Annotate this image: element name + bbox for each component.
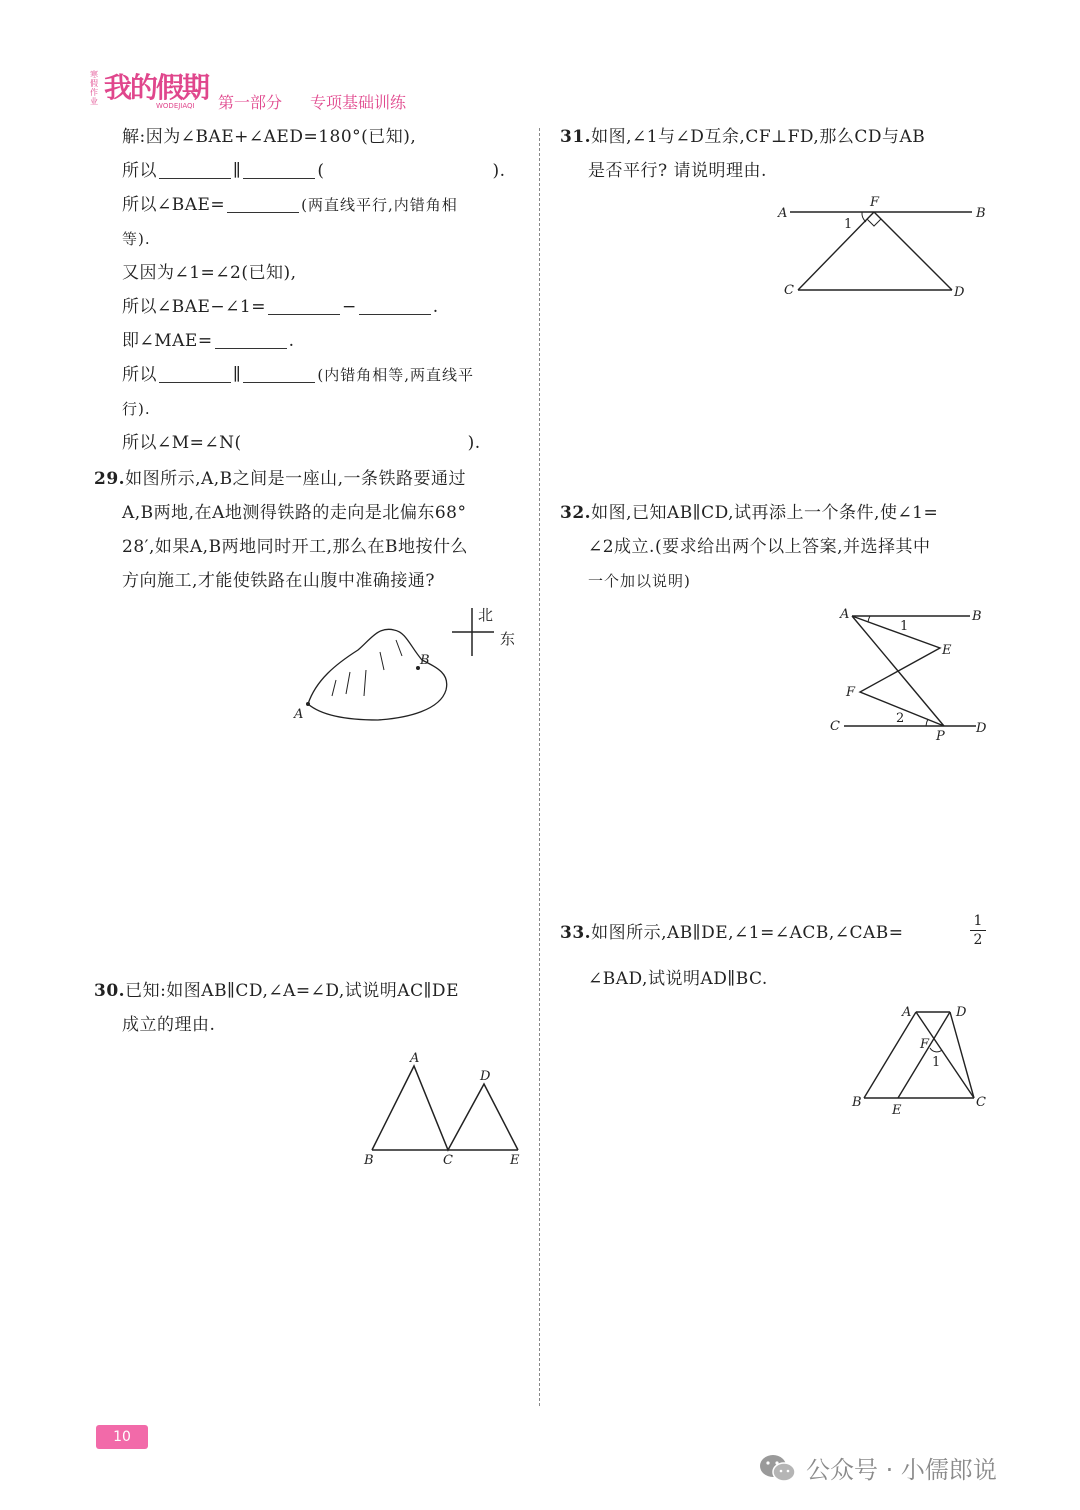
- q30-line1: 30.已知:如图AB∥CD,∠A=∠D,试说明AC∥DE: [94, 981, 459, 1001]
- label-E: E: [510, 1153, 520, 1168]
- label-C: C: [784, 283, 794, 298]
- q33-figure: [846, 1000, 990, 1120]
- label-P: P: [936, 729, 945, 744]
- page-number: 10: [96, 1425, 148, 1449]
- line-FC: [798, 212, 874, 290]
- q31-number: 31.: [560, 127, 592, 147]
- q29-number: 29.: [94, 469, 126, 489]
- q28-line1: 解:因为∠BAE+∠AED=180°(已知),: [122, 127, 417, 147]
- line-DC: [950, 1012, 974, 1098]
- answer-blank[interactable]: [268, 298, 340, 315]
- q32-number: 32.: [560, 503, 592, 523]
- q28-line7: 即∠MAE= .: [122, 331, 295, 351]
- q33-number: 33.: [560, 923, 592, 943]
- label-B: B: [364, 1153, 374, 1168]
- label-D: D: [954, 285, 965, 300]
- q29-line3: 28′,如果A,B两地同时开工,那么在B地按什么: [122, 537, 468, 557]
- right-angle-mark: [867, 219, 881, 226]
- q28-line6: 所以∠BAE−∠1= − .: [122, 297, 439, 317]
- section-title: 第一部分: [218, 93, 283, 112]
- label-C: C: [976, 1095, 986, 1110]
- q29-line4: 方向施工,才能使铁路在山腹中准确接通?: [122, 571, 436, 591]
- compass-north-label: 北: [478, 606, 494, 624]
- q31-line1: 31.如图,∠1与∠D互余,CF⊥FD,那么CD与AB: [560, 127, 926, 147]
- label-1: 1: [932, 1055, 941, 1070]
- label-B: B: [852, 1095, 862, 1110]
- label-1: 1: [900, 619, 909, 634]
- logo-text: 我的假期: [104, 71, 209, 104]
- label-D: D: [480, 1069, 491, 1084]
- logo-subtitle: WODEJIAQI: [156, 102, 195, 110]
- label-A: A: [410, 1051, 420, 1066]
- label-D: D: [956, 1005, 967, 1020]
- mountain-hatching: [332, 640, 402, 696]
- angle-1-arc: [868, 616, 870, 622]
- label-E: E: [942, 643, 952, 658]
- label-F: F: [846, 685, 856, 700]
- q33-fraction: 1 2: [970, 912, 986, 949]
- q29-line2: A,B两地,在A地测得铁路的走向是北偏东68°: [122, 503, 467, 523]
- label-C: C: [830, 719, 840, 734]
- q32-line3: 一个加以说明): [588, 572, 691, 590]
- label-B: B: [420, 653, 430, 668]
- label-A: A: [778, 206, 788, 221]
- q28-line3: 所以∠BAE= (两直线平行,内错角相: [122, 195, 458, 215]
- answer-blank[interactable]: [359, 298, 431, 315]
- answer-blank[interactable]: [227, 196, 299, 213]
- label-2: 2: [896, 711, 905, 726]
- logo-small-left: 寒假作业: [90, 70, 98, 106]
- zigzag-lines: [852, 616, 944, 726]
- label-D: D: [976, 721, 987, 736]
- q30-number: 30.: [94, 981, 126, 1001]
- label-B: B: [972, 609, 982, 624]
- label-A: A: [902, 1005, 912, 1020]
- q30-figure: [356, 1044, 536, 1170]
- q29-figure: [288, 600, 528, 730]
- watermark-text: 公众号 · 小儒郎说: [806, 1456, 997, 1484]
- q30-line2: 成立的理由.: [122, 1015, 216, 1035]
- label-C: C: [443, 1153, 453, 1168]
- point-A: [306, 702, 310, 706]
- q28-line2: 所以 ∥ ( ).: [122, 161, 506, 181]
- answer-blank[interactable]: [215, 332, 287, 349]
- header: [88, 64, 528, 114]
- q28-line4: 等).: [122, 230, 151, 248]
- mountain-outline: [308, 629, 447, 720]
- q28-line5: 又因为∠1=∠2(已知),: [122, 263, 297, 283]
- q32-figure: [826, 600, 990, 746]
- label-F: F: [870, 195, 880, 210]
- q28-line9: 行).: [122, 400, 151, 418]
- q33-line2: ∠BAD,试说明AD∥BC.: [588, 969, 768, 989]
- label-A: A: [840, 607, 850, 622]
- q30-triangles: [372, 1066, 518, 1150]
- column-divider: [539, 128, 540, 1406]
- answer-blank[interactable]: [243, 162, 315, 179]
- q31-figure: [770, 190, 990, 302]
- line-AB: [864, 1012, 916, 1098]
- label-E: E: [892, 1103, 902, 1118]
- compass-east-label: 东: [500, 630, 516, 648]
- q32-line1: 32.如图,已知AB∥CD,试再添上一个条件,使∠1=: [560, 503, 939, 523]
- label-1: 1: [844, 217, 853, 232]
- line-FD: [874, 212, 952, 290]
- answer-blank[interactable]: [159, 366, 231, 383]
- q32-line2: ∠2成立.(要求给出两个以上答案,并选择其中: [588, 537, 931, 557]
- q28-line8: 所以 ∥ (内错角相等,两直线平: [122, 365, 474, 385]
- answer-blank[interactable]: [243, 366, 315, 383]
- q29-line1: 29.如图所示,A,B之间是一座山,一条铁路要通过: [94, 469, 467, 489]
- q33-line1: 33.如图所示,AB∥DE,∠1=∠ACB,∠CAB=: [560, 923, 904, 943]
- label-F: F: [920, 1037, 930, 1052]
- answer-blank[interactable]: [159, 162, 231, 179]
- label-A: A: [294, 707, 304, 722]
- q31-line2: 是否平行? 请说明理由.: [588, 161, 767, 181]
- angle-2-arc: [926, 719, 928, 726]
- wechat-icon: [758, 1452, 798, 1484]
- topic-title: 专项基础训练: [310, 93, 407, 112]
- q28-line10: 所以∠M=∠N( ).: [122, 433, 481, 453]
- label-B: B: [976, 206, 986, 221]
